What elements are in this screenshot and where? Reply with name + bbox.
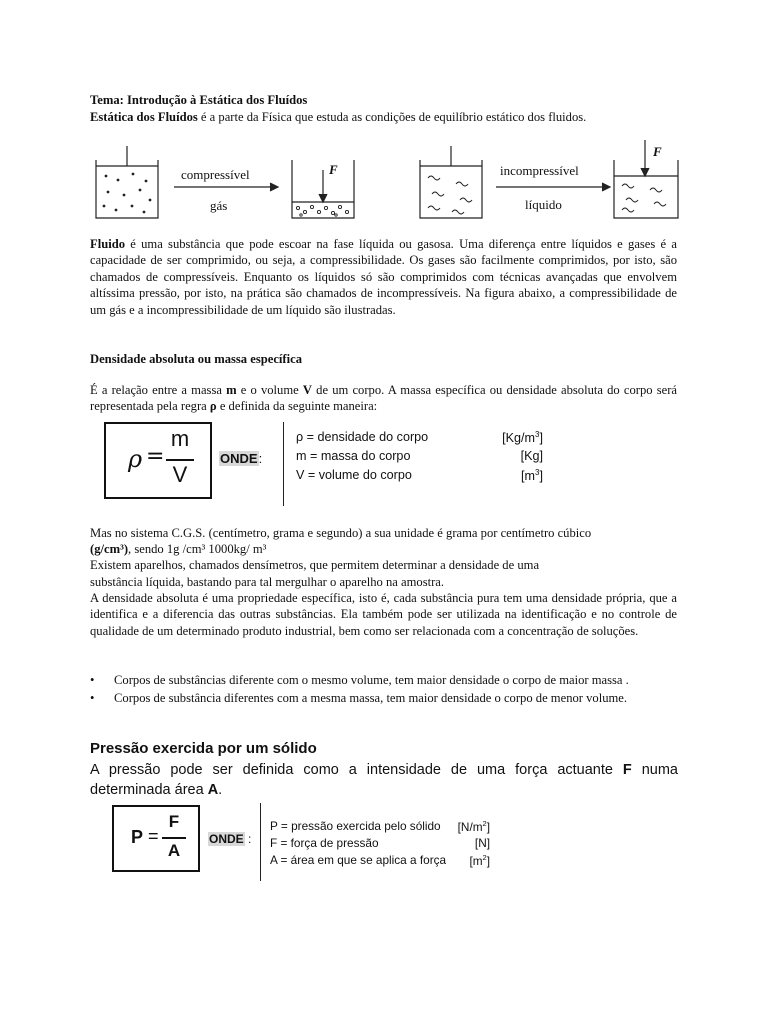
unit-close: ]	[539, 431, 543, 446]
gas-container-uncompressed	[96, 146, 158, 218]
onde-colon: :	[258, 451, 263, 466]
legend-f: F = força de pressão	[270, 836, 379, 850]
unit-close: ]	[486, 819, 490, 834]
fluido-term: Fluido	[90, 237, 125, 251]
cgs-line-2	[90, 541, 266, 557]
intro-v: V	[302, 383, 313, 397]
intro-m: m	[226, 383, 237, 397]
formula-equals: =	[146, 444, 165, 469]
propriedade-paragraph: A densidade absoluta é uma propriedade específica, isto é, cada substância pura tem uma densidade própria, que a identifica e a diferencia das outras substâncias. Ela também pode ser utilizada na identificação e no controle de qualidade de um determinado produto industrial, bem como ser relacionada com a concentração de soluções.	[90, 591, 677, 638]
cgs-unit: (g/cm³)	[90, 542, 129, 556]
unit-sup: 3	[535, 430, 540, 439]
pressao-intro-text: .	[218, 782, 223, 798]
pressure-formula-box	[112, 805, 200, 872]
definition-term: Estática dos Fluídos	[90, 110, 198, 124]
intro-part: de um corpo. A massa específica ou densidade absoluta do corpo será representada pela regra	[90, 383, 677, 414]
compressibility-figure	[88, 140, 688, 226]
legend-a: A = área em que se aplica a força	[270, 853, 447, 867]
legend-m: m = massa do corpo	[296, 449, 411, 463]
formula-numerator-f: F	[168, 812, 180, 831]
cgs-line-1: Mas no sistema C.G.S. (centímetro, grama e segundo) a sua unidade é grama por centímetro cúbico	[90, 526, 592, 540]
pressao-intro	[90, 760, 678, 800]
bullet-item: • Corpos de substância diferentes com a mesma massa, tem maior densidade o corpo de menor volume.	[90, 690, 677, 706]
onde-colon: :	[244, 832, 252, 846]
densidade-heading: Densidade absoluta ou massa específica	[90, 352, 303, 366]
unit-v	[470, 468, 543, 483]
legend-rho: ρ = densidade do corpo	[296, 430, 429, 444]
legend-divider-pressure	[260, 803, 261, 881]
aparelhos-line-1: Existem aparelhos, chamados densímetros, que permitem determinar a densidade de uma	[90, 558, 540, 572]
formula-denominator-a: A	[167, 841, 181, 860]
fraction-bar	[166, 459, 194, 461]
gas-label: gás	[210, 198, 228, 213]
liquid-container-compressed	[614, 140, 678, 218]
force-label-liquid: F	[653, 144, 662, 159]
unit-close: ]	[539, 469, 543, 484]
intro-rho: ρ	[209, 399, 217, 414]
liquid-waves	[428, 176, 472, 214]
pressao-intro-a: A	[207, 782, 219, 798]
definition-text: é a parte da Física que estuda as condições de equilíbrio estático dos fluidos.	[197, 110, 587, 124]
liquid-label: líquido	[525, 197, 562, 212]
unit-sup: 2	[482, 853, 487, 862]
fluido-paragraph	[90, 236, 677, 318]
formula-numerator-m: m	[170, 426, 190, 451]
formula-denominator-v: V	[172, 462, 188, 487]
unit-text: [Kg]	[520, 449, 543, 463]
pressao-intro-f: F	[622, 762, 632, 778]
pressao-heading: Pressão exercida por um sólido	[90, 740, 317, 757]
unit-sup: 3	[535, 468, 540, 477]
gas-label-compressivel: compressível	[181, 167, 250, 182]
unit-text: [Kg/m	[502, 431, 536, 446]
density-bullets	[90, 672, 677, 707]
unit-rho	[470, 430, 543, 445]
onde-text: ONDE	[209, 832, 244, 846]
formula-equals: =	[148, 826, 159, 846]
liquid-label-incompressivel: incompressível	[500, 163, 579, 178]
unit-text: [N]	[474, 836, 490, 850]
unit-m	[470, 449, 543, 463]
pressao-intro-text: A pressão pode ser definida como a intensidade de uma força actuante	[90, 762, 623, 778]
unit-f	[430, 836, 490, 850]
onde-label-pressure	[208, 832, 251, 846]
densidade-intro	[90, 382, 677, 415]
legend-v: V = volume do corpo	[296, 468, 412, 482]
intro-part: É a relação entre a massa	[90, 383, 227, 397]
bullet-item: • Corpos de substâncias diferente com o mesmo volume, tem maior densidade o corpo de maior massa .	[90, 672, 677, 688]
cgs-equivalence: , sendo 1g /cm³ 1000kg/ m³	[128, 542, 267, 556]
formula-p: P	[131, 827, 144, 847]
gas-particles	[103, 173, 152, 214]
legend-divider	[283, 422, 284, 506]
unit-text: [m	[469, 853, 483, 868]
unit-text: [N/m	[457, 819, 483, 834]
fraction-bar	[162, 837, 186, 839]
unit-p	[430, 819, 490, 834]
intro-part: e o volume	[236, 383, 303, 397]
formula-rho: ρ	[128, 445, 143, 473]
gas-container-compressed	[292, 160, 354, 218]
pressao-intro-text: numa determinada área	[90, 762, 678, 798]
legend-p: P = pressão exercida pelo sólido	[270, 819, 441, 833]
unit-text: [m	[521, 469, 536, 484]
fluido-text: é uma substância que pode escoar na fase líquida ou gasosa. Uma diferença entre líquidos e gases é a capacidade de ser comprimido, ou seja, a compressibilidade. Os gases são facilmente comprimidos, por isto, são chamados de compressíveis. Enquanto os líquidos só são comprimidos com técnicas avançadas que envolvem altíssima pressão, por isto, na prática são chamados de incompressíveis. Na figura abaixo, a compressibilidade de um gás e a incompressibilidade de um líquido são ilustradas.	[90, 237, 677, 317]
intro-part: e definida da seguinte maneira:	[216, 399, 378, 414]
unit-close: ]	[486, 853, 490, 868]
aparelhos-line-2: substância líquida, bastando para tal mergulhar o aparelho na amostra.	[90, 575, 445, 589]
topic-title: Tema: Introdução à Estática dos Fluídos	[90, 93, 308, 107]
density-formula-box	[104, 422, 212, 499]
onde-label	[219, 451, 262, 466]
force-label-gas: F	[329, 162, 338, 177]
unit-sup: 2	[482, 819, 487, 828]
definition-line	[90, 109, 586, 125]
onde-text: ONDE	[220, 451, 258, 466]
unit-a	[430, 853, 490, 868]
